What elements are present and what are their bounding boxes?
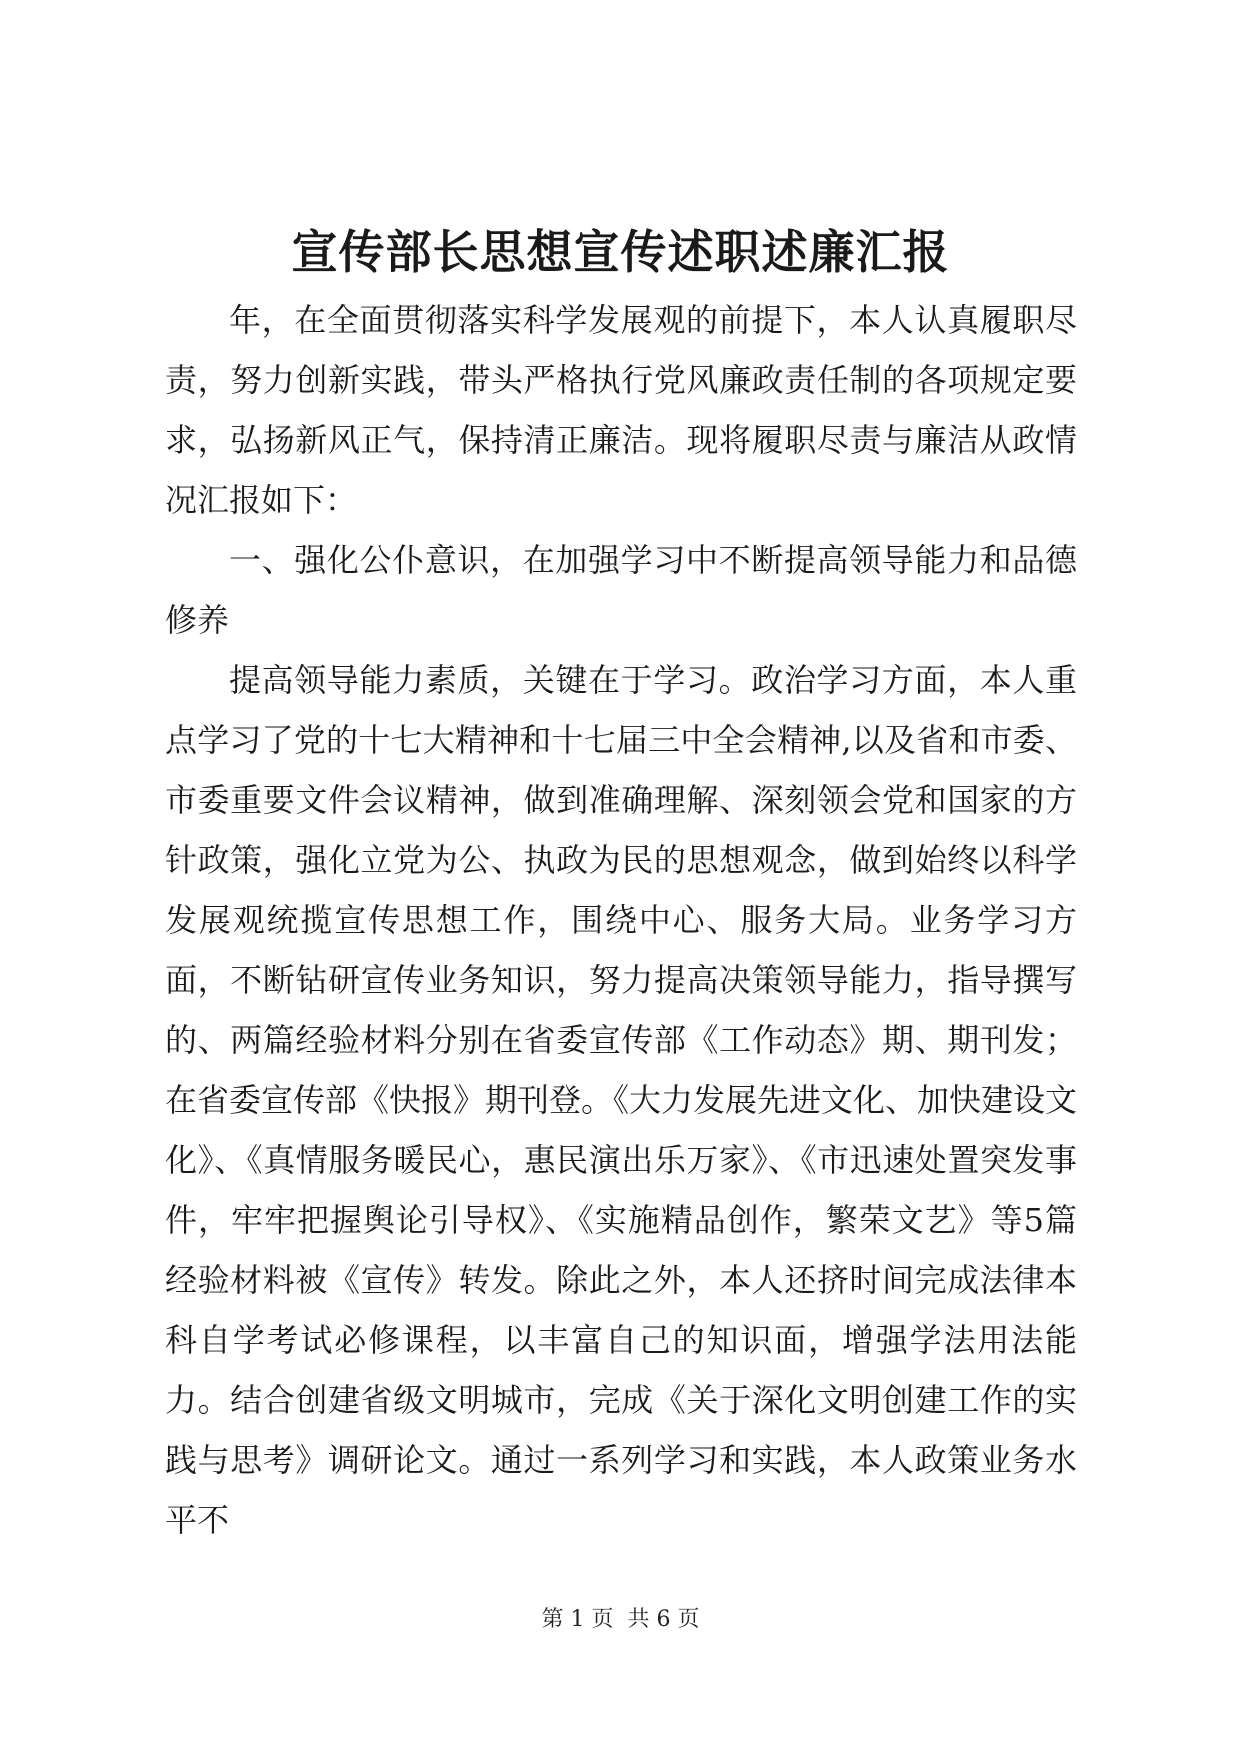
page-number-label: 第 1 页 共 6 页 (541, 1607, 700, 1632)
paragraph-intro: 年，在全面贯彻落实科学发展观的前提下，本人认真履职尽责，努力创新实践，带头严格执行党风廉政责任制的各项规定要求，弘扬新风正气，保持清正廉洁。现将履职尽责与廉洁从政情况汇报如下： (165, 301, 1077, 519)
paragraph-study: 提高领导能力素质，关键在于学习。政治学习方面，本人重点学习了党的十七大精神和十七届三中全会精神,以及省和市委、市委重要文件会议精神，做到准确理解、深刻领会党和国家的方针政策，强化立党为公、执政为民的思想观念，做到始终以科学发展观统揽宣传思想工作，围绕中心、服务大局。业务学习方面，不断钻研宣传业务知识，努力提高决策领导能力，指导撰写的、两篇经验材料分别在省委宣传部《工作动态》期、期刊发；在省委宣传部《快报》期刊登。《大力发展先进文化、加快建设文化》、《真情服务暖民心，惠民演出乐万家》、《市迅速处置突发事件，牢牢把握舆论引导权》、《实施精品创作，繁荣文艺》等5篇经验材料被《宣传》转发。除此之外，本人还挤时间完成法律本科自学考试必修课程，以丰富自己的知识面，增强学法用法能力。结合创建省级文明城市，完成《关于深化文明创建工作的实践与思考》调研论文。通过一系列学习和实践，本人政策业务水平不 (165, 661, 1078, 1539)
document-body (165, 290, 1077, 1550)
page-footer (0, 1605, 1241, 1635)
paragraph-section-heading: 一、强化公仆意识，在加强学习中不断提高领导能力和品德修养 (165, 541, 1077, 639)
document-title: 宣传部长思想宣传述职述廉汇报 (291, 225, 950, 279)
